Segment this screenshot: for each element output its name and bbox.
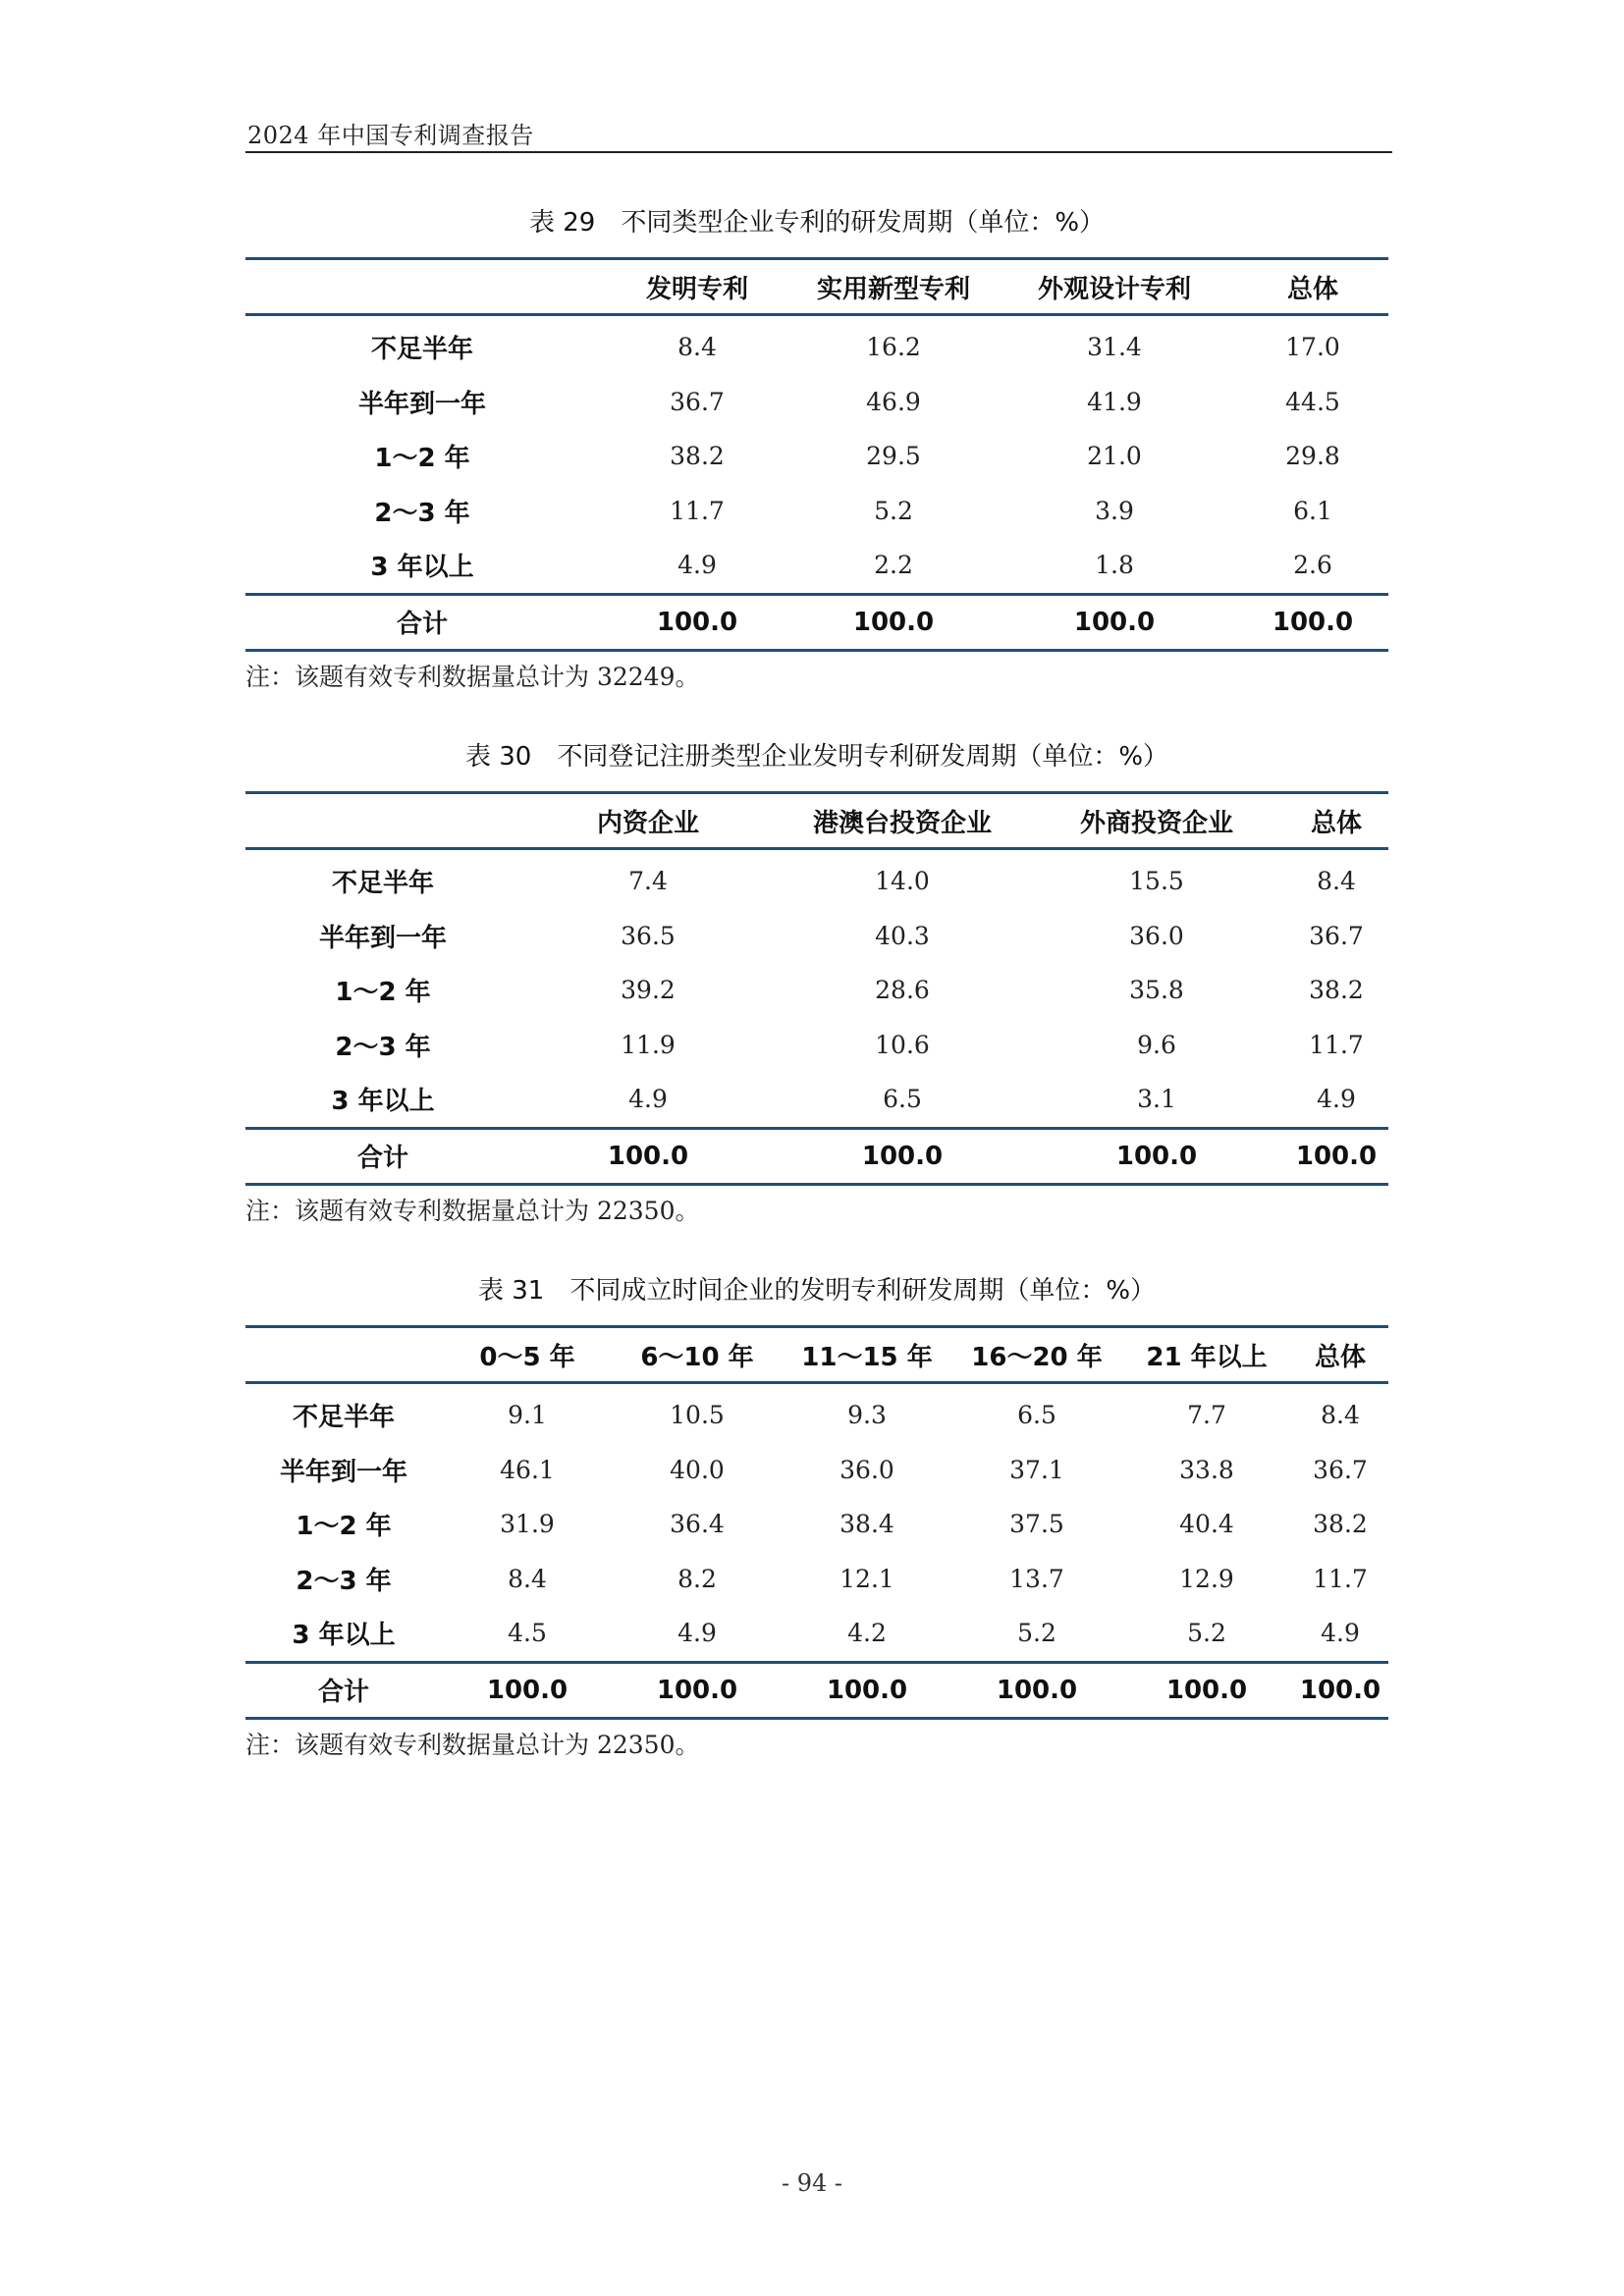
table-cell: 16.2 (866, 333, 921, 362)
table-cell: 40.3 (875, 921, 930, 950)
table-cell: 28.6 (875, 976, 930, 1005)
table-cell: 9.1 (508, 1401, 547, 1430)
table-cell: 36.7 (670, 387, 725, 416)
column-header: 16～20 年 (952, 1327, 1121, 1383)
row-label: 2～3 年 (335, 1032, 431, 1062)
total-cell: 100.0 (782, 1662, 952, 1718)
table-note: 注：该题有效专利数据量总计为 22350。 (245, 1196, 700, 1225)
table-row (245, 909, 1388, 964)
table-total-row (245, 1662, 1388, 1718)
table-cell: 36.4 (670, 1510, 725, 1539)
total-cell: 100.0 (613, 1662, 782, 1718)
table-31-block (245, 1272, 1388, 1763)
total-cell: 100.0 (520, 1128, 776, 1184)
table-cell: 29.8 (1285, 442, 1340, 471)
table-cell: 44.5 (1285, 387, 1340, 416)
table-cell: 8.4 (677, 333, 717, 362)
table-cell: 11.9 (621, 1030, 676, 1059)
table-cell: 38.2 (1313, 1510, 1368, 1539)
table-row (245, 1018, 1388, 1073)
table-cell: 37.1 (1009, 1455, 1064, 1484)
table-row (245, 1606, 1388, 1662)
column-header (245, 793, 520, 849)
table-cell: 36.0 (839, 1455, 894, 1484)
row-label: 1～2 年 (374, 444, 470, 474)
table-cell: 11.7 (1313, 1564, 1368, 1593)
table-cell: 8.2 (677, 1564, 717, 1593)
table-cell: 37.5 (1009, 1510, 1064, 1539)
table-row (245, 1497, 1388, 1552)
table-cell: 4.2 (847, 1619, 887, 1648)
table-cell: 36.5 (621, 921, 676, 950)
table-cell: 12.1 (839, 1564, 894, 1593)
table-cell: 4.9 (628, 1085, 668, 1114)
total-cell: 100.0 (1029, 1128, 1284, 1184)
row-label: 半年到一年 (357, 389, 486, 419)
table-row (245, 429, 1388, 484)
column-header: 0～5 年 (442, 1327, 613, 1383)
column-header: 总体 (1284, 793, 1388, 849)
table-cell: 31.9 (500, 1510, 555, 1539)
table-cell: 12.9 (1179, 1564, 1234, 1593)
table-cell: 8.4 (1321, 1401, 1360, 1430)
data-table (245, 791, 1388, 1186)
column-header: 11～15 年 (782, 1327, 952, 1383)
table-cell: 9.6 (1137, 1030, 1176, 1059)
row-label: 2～3 年 (374, 498, 470, 528)
total-cell: 100.0 (1237, 594, 1388, 650)
table-total-row (245, 594, 1388, 650)
table-note: 注：该题有效专利数据量总计为 32249。 (245, 662, 700, 691)
table-cell: 1.8 (1095, 551, 1134, 580)
table-cell: 5.2 (874, 496, 913, 525)
total-cell: 100.0 (992, 594, 1237, 650)
table-cell: 11.7 (670, 496, 725, 525)
table-cell: 2.6 (1293, 551, 1332, 580)
column-header (245, 1327, 442, 1383)
table-cell: 40.4 (1179, 1510, 1234, 1539)
table-cell: 31.4 (1087, 333, 1142, 362)
table-cell: 9.3 (847, 1401, 887, 1430)
table-29-block (245, 204, 1388, 695)
table-row (245, 1443, 1388, 1498)
table-cell: 41.9 (1087, 387, 1142, 416)
table-cell: 5.2 (1187, 1619, 1226, 1648)
data-table (245, 1325, 1388, 1720)
table-row (245, 1383, 1388, 1443)
table-cell: 4.9 (1321, 1619, 1360, 1648)
table-header-row (245, 1327, 1388, 1383)
table-row (245, 849, 1388, 909)
table-caption: 表 30 不同登记注册类型企业发明专利研发周期（单位：%） (464, 742, 1169, 772)
table-row (245, 1552, 1388, 1607)
table-cell: 36.7 (1313, 1455, 1368, 1484)
table-row (245, 1072, 1388, 1128)
table-cell: 33.8 (1179, 1455, 1234, 1484)
table-caption: 表 29 不同类型企业专利的研发周期（单位：%） (528, 208, 1106, 238)
column-header: 21 年以上 (1121, 1327, 1292, 1383)
table-cell: 10.6 (875, 1030, 930, 1059)
page-header (245, 112, 1392, 153)
table-cell: 17.0 (1285, 333, 1340, 362)
total-label: 合计 (245, 1128, 520, 1184)
table-cell: 38.2 (670, 442, 725, 471)
total-cell: 100.0 (1292, 1662, 1388, 1718)
column-header: 港澳台投资企业 (776, 793, 1029, 849)
table-cell: 40.0 (670, 1455, 725, 1484)
row-label: 3 年以上 (292, 1621, 396, 1651)
table-cell: 6.5 (1017, 1401, 1056, 1430)
table-cell: 46.1 (500, 1455, 555, 1484)
row-label: 2～3 年 (296, 1566, 392, 1596)
table-cell: 15.5 (1129, 867, 1184, 896)
table-row (245, 315, 1388, 375)
table-cell: 4.5 (508, 1619, 547, 1648)
row-label: 半年到一年 (318, 923, 447, 953)
column-header: 总体 (1292, 1327, 1388, 1383)
total-cell: 100.0 (795, 594, 992, 650)
total-cell: 100.0 (1284, 1128, 1388, 1184)
table-cell: 29.5 (866, 442, 921, 471)
row-label: 不足半年 (331, 869, 434, 899)
table-cell: 2.2 (874, 551, 913, 580)
table-cell: 4.9 (1317, 1085, 1356, 1114)
table-cell: 6.1 (1293, 496, 1332, 525)
total-cell: 100.0 (776, 1128, 1029, 1184)
table-cell: 39.2 (621, 976, 676, 1005)
table-cell: 11.7 (1309, 1030, 1364, 1059)
row-label: 3 年以上 (331, 1087, 435, 1117)
table-cell: 7.7 (1187, 1401, 1226, 1430)
table-cell: 4.9 (677, 1619, 717, 1648)
table-cell: 38.4 (839, 1510, 894, 1539)
page-number: - 94 - (781, 2169, 842, 2197)
table-row (245, 963, 1388, 1018)
total-cell: 100.0 (1121, 1662, 1292, 1718)
row-label: 1～2 年 (296, 1512, 392, 1542)
table-cell: 21.0 (1087, 442, 1142, 471)
column-header: 外观设计专利 (992, 259, 1237, 315)
column-header: 内资企业 (520, 793, 776, 849)
table-cell: 36.7 (1309, 921, 1364, 950)
row-label: 不足半年 (292, 1403, 395, 1433)
table-cell: 14.0 (875, 867, 930, 896)
total-label: 合计 (245, 594, 599, 650)
table-total-row (245, 1128, 1388, 1184)
table-cell: 3.1 (1137, 1085, 1176, 1114)
row-label: 3 年以上 (370, 553, 474, 583)
table-row (245, 538, 1388, 594)
column-header: 实用新型专利 (795, 259, 992, 315)
column-header: 发明专利 (599, 259, 795, 315)
table-header-row (245, 793, 1388, 849)
table-cell: 38.2 (1309, 976, 1364, 1005)
column-header: 外商投资企业 (1029, 793, 1284, 849)
table-cell: 8.4 (508, 1564, 547, 1593)
table-cell: 7.4 (628, 867, 668, 896)
row-label: 不足半年 (370, 335, 473, 365)
total-label: 合计 (245, 1662, 442, 1718)
column-header (245, 259, 599, 315)
data-table (245, 257, 1388, 652)
table-cell: 4.9 (677, 551, 717, 580)
table-note: 注：该题有效专利数据量总计为 22350。 (245, 1730, 700, 1759)
table-cell: 3.9 (1095, 496, 1134, 525)
column-header: 总体 (1237, 259, 1388, 315)
table-cell: 36.0 (1129, 921, 1184, 950)
total-cell: 100.0 (952, 1662, 1121, 1718)
column-header: 6～10 年 (613, 1327, 782, 1383)
report-title: 2024 年中国专利调查报告 (247, 122, 534, 149)
table-caption: 表 31 不同成立时间企业的发明专利研发周期（单位：%） (477, 1276, 1157, 1306)
total-cell: 100.0 (442, 1662, 613, 1718)
total-cell: 100.0 (599, 594, 795, 650)
table-cell: 46.9 (866, 387, 921, 416)
table-cell: 5.2 (1017, 1619, 1056, 1648)
table-row (245, 375, 1388, 430)
table-cell: 13.7 (1009, 1564, 1064, 1593)
row-label: 1～2 年 (335, 978, 431, 1008)
table-header-row (245, 259, 1388, 315)
table-row (245, 484, 1388, 539)
table-cell: 8.4 (1317, 867, 1356, 896)
table-cell: 10.5 (670, 1401, 725, 1430)
table-cell: 6.5 (883, 1085, 922, 1114)
row-label: 半年到一年 (279, 1457, 407, 1487)
table-cell: 35.8 (1129, 976, 1184, 1005)
table-30-block (245, 738, 1388, 1229)
